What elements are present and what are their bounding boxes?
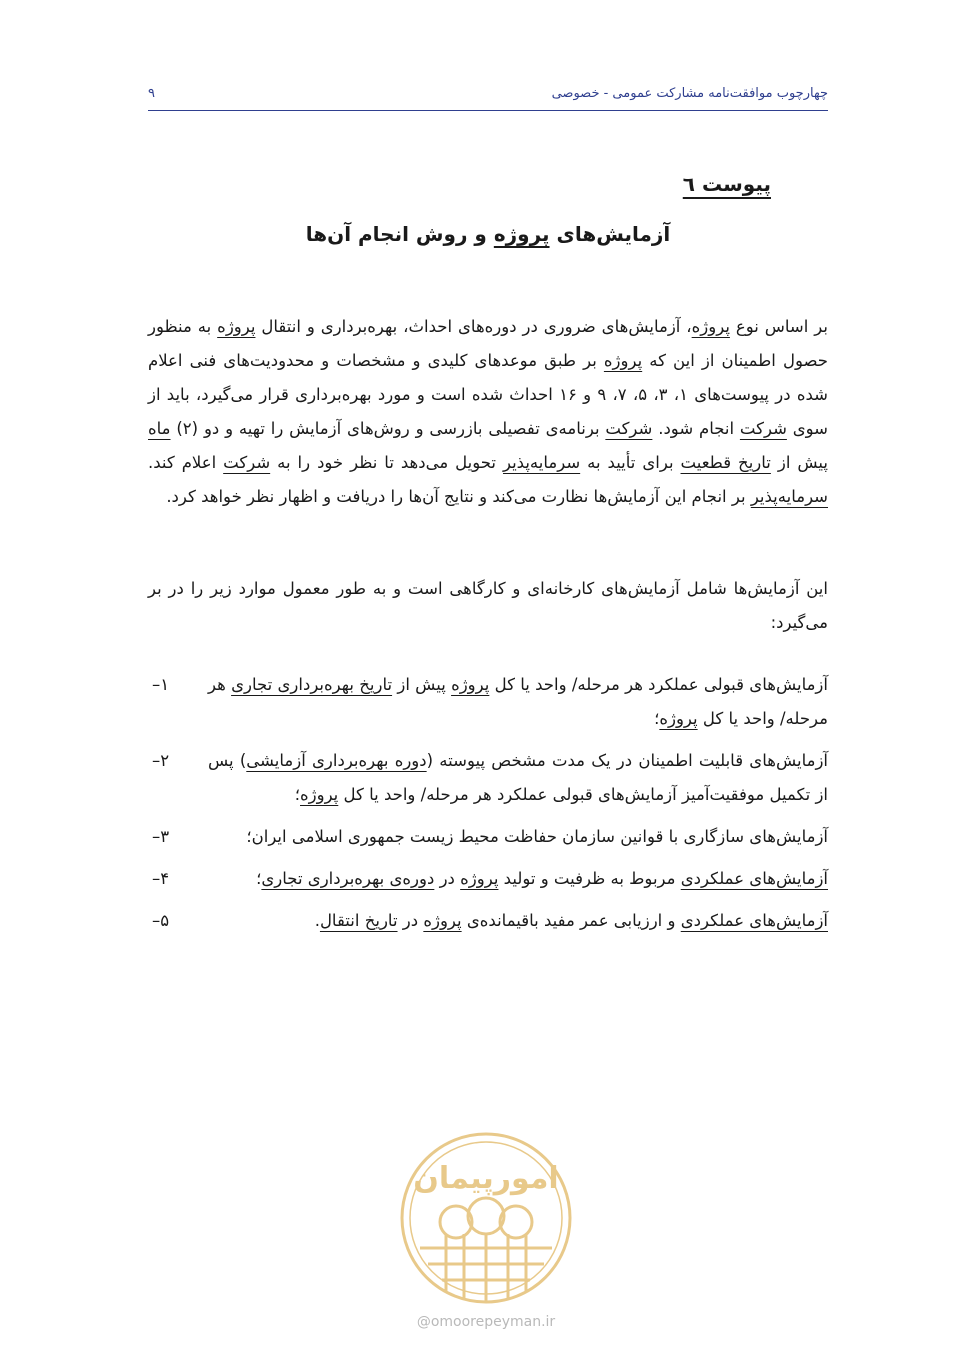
defined-term: تاریخ انتقال [319, 911, 398, 930]
defined-term: دوره بهره‌برداری آزمایشی [246, 751, 427, 770]
list-item [148, 820, 828, 854]
defined-term: پروژه [691, 317, 730, 336]
defined-term: پروژه [300, 785, 339, 804]
text-run: مربوط به ظرفیت و تولید [498, 869, 681, 888]
text-run: ) پس از تکمیل موفقیت‌آمیز آزمایش‌های قبولی عملکرد هر مرحله/ واحد یا کل [208, 751, 828, 804]
list-item-number: ۲– [152, 751, 170, 770]
list-item-text [208, 904, 828, 938]
text-run: بر انجام این آزمایش‌ها نظارت می‌کند و نتایج آن‌ها را دریافت و اظهار نظر خواهد کرد. [166, 487, 751, 506]
defined-term: شرکت [739, 419, 787, 438]
defined-term: پروژه [603, 351, 643, 370]
document-title: چهارچوب موافقت‌نامه مشارکت عمومی - خصوصی [551, 86, 828, 101]
defined-term: شرکت [223, 453, 271, 472]
title-part: آزمایش‌های [549, 222, 671, 246]
defined-term: سرمایه‌پذیر [502, 453, 581, 472]
defined-term: پروژه [217, 317, 256, 336]
defined-term: سرمایه‌پذیر [750, 487, 828, 506]
defined-term: تاریخ بهره‌برداری تجاری [231, 675, 393, 694]
text-run: بر طبق موعدهای کلیدی و مشخصات و محدودیت‌های فنی اعلام شده در پیوست‌های ۱، ۳، ۵، ۷، ۹ و ۱۶ احداث شده است و مورد بهره‌برداری قرار می‌گیرد، باید از سوی [148, 351, 829, 438]
defined-term: شرکت [605, 419, 653, 438]
text-run: ؛ [256, 869, 262, 888]
text-run: آزمایش‌های قبولی عملکرد هر مرحله/ واحد یا کل [489, 675, 828, 694]
defined-term: آزمایش‌های عملکردی [680, 911, 828, 930]
text-run: بر اساس نوع [729, 317, 828, 336]
body-paragraph [148, 310, 828, 514]
text-run: و ارزیابی عمر مفید باقیمانده‌ی [461, 911, 681, 930]
list-item-number: ۱– [152, 675, 170, 694]
defined-term: دوره‌ی بهره‌برداری تجاری [261, 869, 435, 888]
text-run: پیش از [770, 453, 829, 472]
list-item-text [208, 668, 828, 736]
list-item [148, 904, 828, 938]
list-item [148, 862, 828, 896]
text-run: . [314, 911, 320, 930]
list-item-text [208, 744, 828, 812]
svg-text:امورپیمان: امورپیمان [413, 1161, 559, 1196]
text-run: پیش از [392, 675, 452, 694]
text-run: به منظور حصول اطمینان از این که [148, 317, 828, 370]
defined-term: پروژه [460, 869, 499, 888]
watermark-url: @omoorepeyman.ir [416, 1314, 556, 1330]
text-run: ، آزمایش‌های ضروری در دوره‌های احداث، بهره‌برداری و انتقال [255, 317, 692, 336]
text-run: در [434, 869, 461, 888]
text-run: هر مرحله/ واحد یا کل [208, 675, 828, 728]
page-header [148, 84, 828, 111]
title-part-underlined: پروژه [493, 222, 550, 246]
list-item-text [208, 820, 828, 854]
text-run: ؛ [294, 785, 300, 804]
text-run: برای تأیید به [580, 453, 681, 472]
defined-term: تاریخ قطعیت [680, 453, 771, 472]
text-run: آزمایش‌های سازگاری با قوانین سازمان حفاظت محیط زیست جمهوری اسلامی ایران؛ [246, 827, 828, 846]
list-item-number: ۳– [152, 827, 170, 846]
appendix-title [148, 222, 828, 246]
watermark-logo-icon [398, 1130, 574, 1306]
list-item-text [208, 862, 828, 896]
text-run: برنامه‌ی تفصیلی بازرسی و روش‌های آزمایش را تهیه و دو (۲) [170, 419, 606, 438]
text-run: انجام شود. [652, 419, 740, 438]
text-run: این آزمایش‌ها شامل آزمایش‌های کارخانه‌ای و کارگاهی است و به طور معمول موارد زیر را در بر می‌گیرد: [148, 579, 828, 632]
tests-list [148, 668, 828, 946]
list-item [148, 744, 828, 812]
text-run: آزمایش‌های قابلیت اطمینان در یک مدت مشخص پیوسته ( [426, 751, 828, 770]
list-item [148, 668, 828, 736]
defined-term: پروژه [451, 675, 490, 694]
body-paragraph [148, 572, 828, 640]
text-run: در [397, 911, 424, 930]
text-run: ؛ [654, 709, 660, 728]
page-number: ۹ [148, 86, 155, 101]
text-run: اعلام کند. [148, 453, 224, 472]
list-item-number: ۴– [152, 869, 170, 888]
defined-term: پروژه [423, 911, 462, 930]
list-item-number: ۵– [152, 911, 170, 930]
appendix-label: پیوست ٦ [682, 172, 771, 196]
defined-term: ماه [148, 419, 171, 438]
defined-term: پروژه [659, 709, 698, 728]
defined-term: آزمایش‌های عملکردی [680, 869, 828, 888]
title-part: و روش انجام آن‌ها [305, 222, 494, 246]
text-run: تحویل می‌دهد تا نظر خود را به [270, 453, 503, 472]
